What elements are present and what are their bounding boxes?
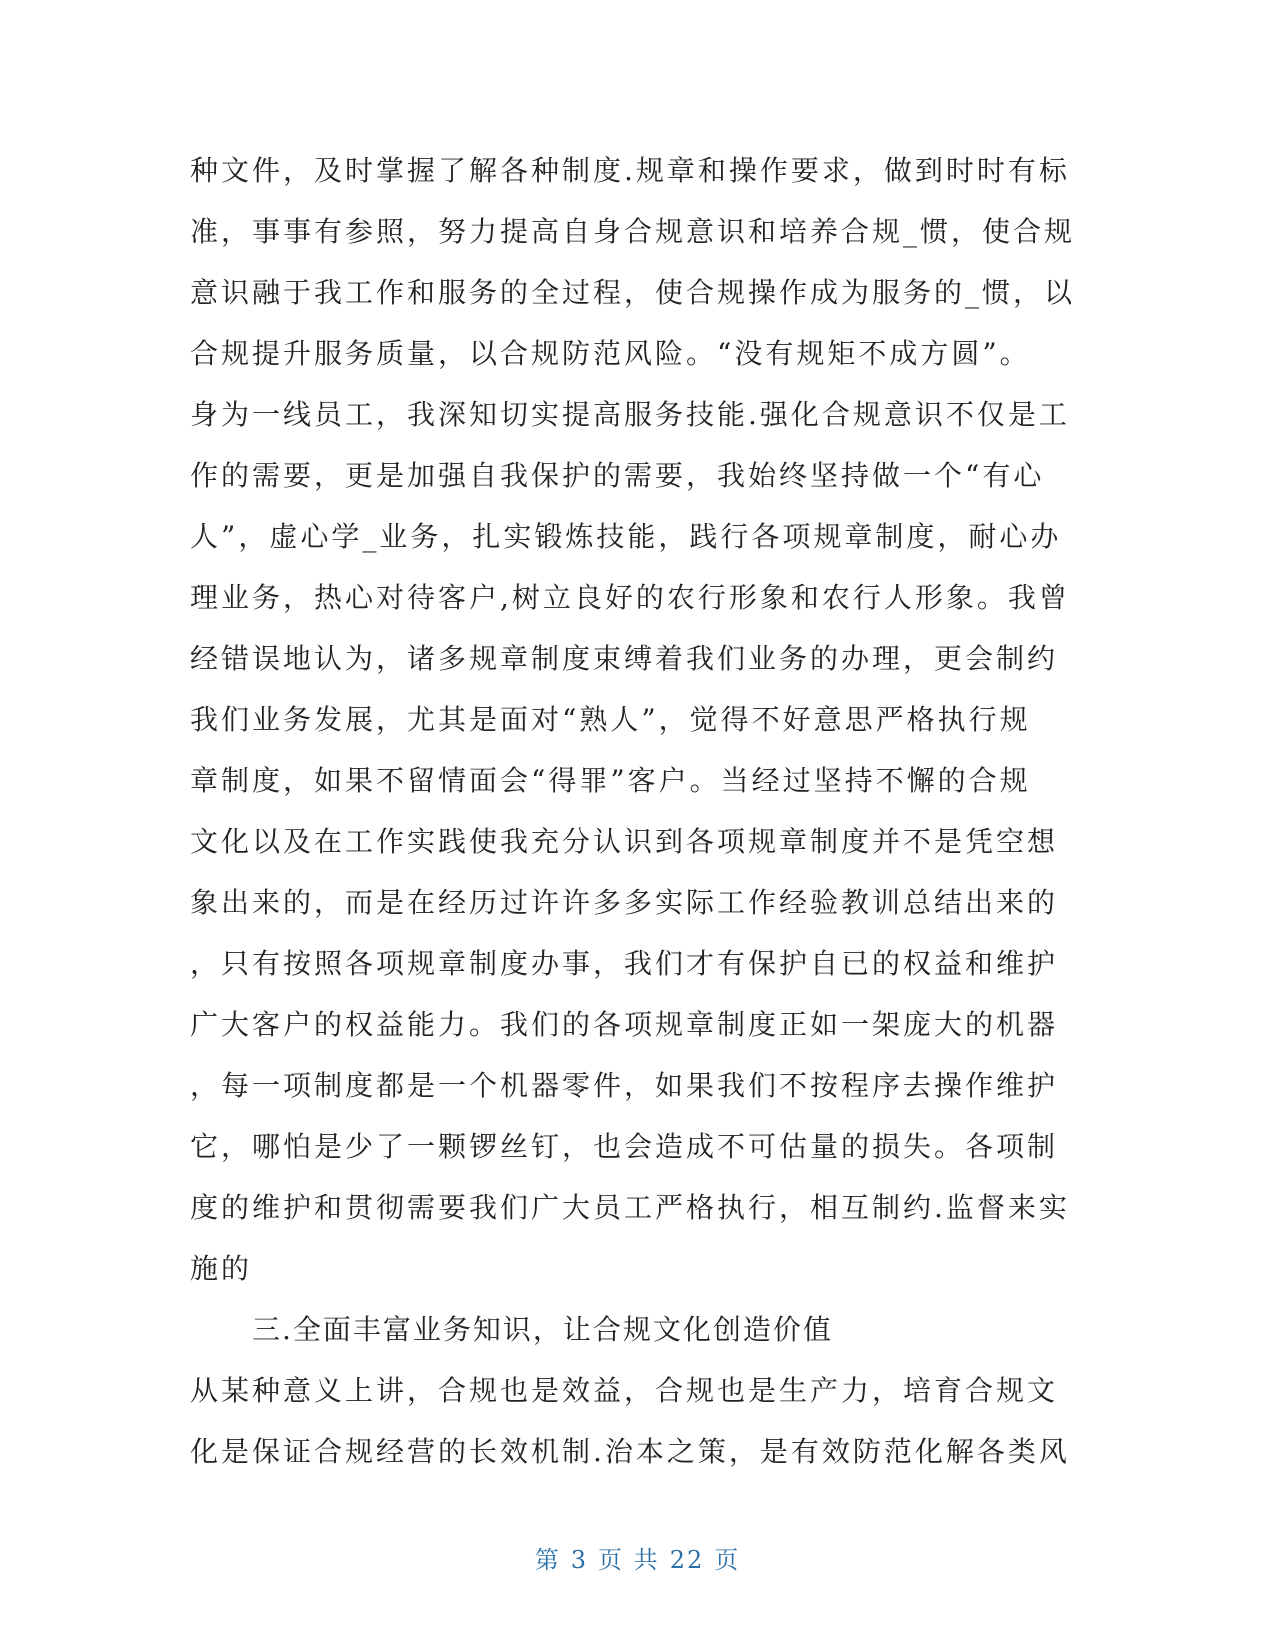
- text-line: 度的维护和贯彻需要我们广大员工严格执行，相互制约.监督来实: [190, 1191, 1070, 1224]
- text-line: 广大客户的权益能力。我们的各项规章制度正如一架庞大的机器: [190, 1008, 1059, 1041]
- text-line: 从某种意义上讲，合规也是效益，合规也是生产力，培育合规文: [190, 1374, 1059, 1407]
- body-text: [190, 140, 1090, 1482]
- text-line: 理业务，热心对待客户,树立良好的农行形象和农行人形象。我曾: [190, 581, 1070, 614]
- text-line: 化是保证合规经营的长效机制.治本之策，是有效防范化解各类风: [190, 1435, 1070, 1468]
- text-line: 身为一线员工，我深知切实提高服务技能.强化合规意识不仅是工: [190, 398, 1070, 431]
- section-heading: 三.全面丰富业务知识，让合规文化创造价值: [252, 1313, 833, 1346]
- text-line: 它，哪怕是少了一颗锣丝钉，也会造成不可估量的损失。各项制: [190, 1130, 1059, 1163]
- text-line: 章制度，如果不留情面会“得罪”客户。当经过坚持不懈的合规: [190, 764, 1031, 797]
- footer-prefix: 第: [534, 1546, 561, 1574]
- text-line: 我们业务发展，尤其是面对“熟人”，觉得不好意思严格执行规: [190, 703, 1031, 736]
- total-page-count: 22: [669, 1546, 705, 1574]
- current-page-number: 3: [570, 1546, 589, 1574]
- text-line: 文化以及在工作实践使我充分认识到各项规章制度并不是凭空想: [190, 825, 1059, 858]
- text-line: 施的: [190, 1252, 253, 1285]
- text-line: ，每一项制度都是一个机器零件，如果我们不按程序去操作维护: [190, 1069, 1059, 1102]
- text-line: 作的需要，更是加强自我保护的需要，我始终坚持做一个“有心: [190, 459, 1045, 492]
- text-line: 种文件，及时掌握了解各种制度.规章和操作要求，做到时时有标: [190, 154, 1070, 187]
- text-line: 意识融于我工作和服务的全过程，使合规操作成为服务的_惯，以: [190, 276, 1076, 309]
- page-number-footer: [0, 1540, 1275, 1575]
- footer-suffix: 页: [714, 1546, 741, 1574]
- text-line: 人”，虚心学_业务，扎实锻炼技能，践行各项规章制度，耐心办: [190, 520, 1062, 553]
- text-line: ，只有按照各项规章制度办事，我们才有保护自已的权益和维护: [190, 947, 1059, 980]
- text-line: 经错误地认为，诸多规章制度束缚着我们业务的办理，更会制约: [190, 642, 1059, 675]
- footer-middle: 页 共: [598, 1546, 660, 1574]
- text-line: 准，事事有参照，努力提高自身合规意识和培养合规_惯，使合规: [190, 215, 1076, 248]
- text-line: 象出来的，而是在经历过许许多多实际工作经验教训总结出来的: [190, 886, 1059, 919]
- text-line: 合规提升服务质量，以合规防范风险。“没有规矩不成方圆”。: [190, 337, 1031, 370]
